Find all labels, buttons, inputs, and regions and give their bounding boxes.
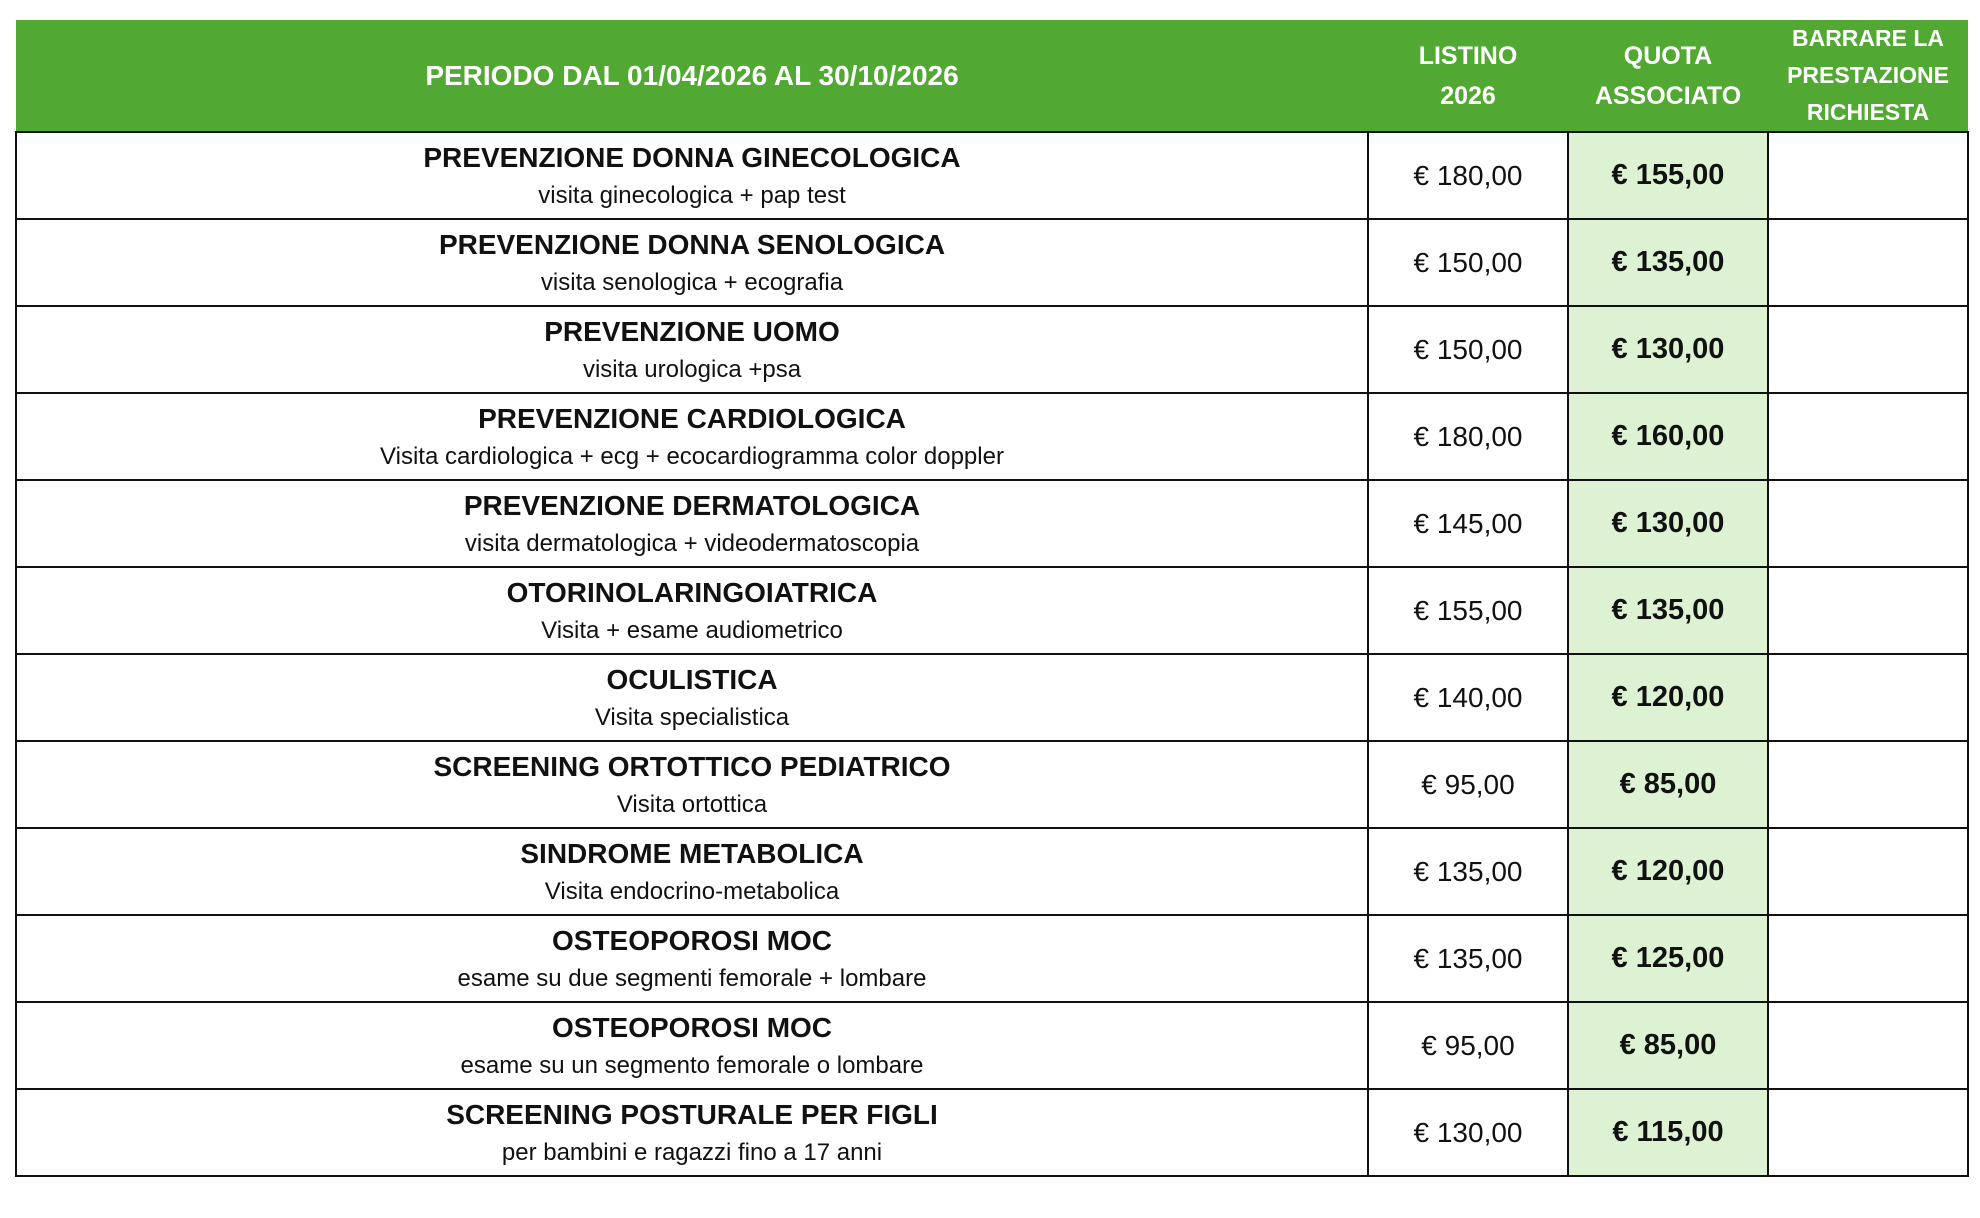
select-service-box[interactable] <box>1768 1089 1968 1176</box>
service-description: Visita + esame audiometrico <box>541 616 843 644</box>
service-cell <box>16 219 1368 306</box>
service-name: OSTEOPOROSI MOC <box>551 1011 833 1043</box>
member-price: € 130,00 <box>1568 480 1768 567</box>
barrare-heading-line: PRESTAZIONE <box>1787 62 1949 88</box>
listino-price: € 130,00 <box>1368 1089 1568 1176</box>
service-cell <box>16 1089 1368 1176</box>
barrare-heading <box>1768 20 1968 132</box>
table-row <box>16 393 1968 480</box>
table-row <box>16 1002 1968 1089</box>
service-name: PREVENZIONE CARDIOLOGICA <box>478 402 906 434</box>
listino-heading-line: LISTINO <box>1418 41 1518 70</box>
service-cell <box>16 480 1368 567</box>
service-name: SINDROME METABOLICA <box>520 837 864 869</box>
listino-price: € 155,00 <box>1368 567 1568 654</box>
service-description: Visita specialistica <box>594 703 790 731</box>
service-cell <box>16 132 1368 219</box>
member-price: € 130,00 <box>1568 306 1768 393</box>
select-service-box[interactable] <box>1768 306 1968 393</box>
member-price: € 135,00 <box>1568 219 1768 306</box>
member-price: € 120,00 <box>1568 654 1768 741</box>
table-row <box>16 1089 1968 1176</box>
listino-price: € 150,00 <box>1368 219 1568 306</box>
price-table <box>15 20 1969 1177</box>
header-row <box>16 20 1968 132</box>
listino-price: € 180,00 <box>1368 393 1568 480</box>
member-price: € 85,00 <box>1568 741 1768 828</box>
service-description: esame su un segmento femorale o lombare <box>460 1051 924 1079</box>
service-description: per bambini e ragazzi fino a 17 anni <box>501 1138 883 1166</box>
service-name: OCULISTICA <box>606 663 778 695</box>
member-price: € 125,00 <box>1568 915 1768 1002</box>
service-description: visita urologica +psa <box>582 355 802 383</box>
listino-price: € 95,00 <box>1368 741 1568 828</box>
listino-price: € 180,00 <box>1368 132 1568 219</box>
service-name: SCREENING POSTURALE PER FIGLI <box>446 1098 938 1130</box>
service-cell <box>16 1002 1368 1089</box>
select-service-box[interactable] <box>1768 828 1968 915</box>
member-price: € 120,00 <box>1568 828 1768 915</box>
table-row <box>16 567 1968 654</box>
table-row <box>16 741 1968 828</box>
member-price: € 160,00 <box>1568 393 1768 480</box>
listino-price: € 135,00 <box>1368 915 1568 1002</box>
member-price: € 155,00 <box>1568 132 1768 219</box>
service-description: Visita ortottica <box>616 790 768 818</box>
table-body <box>16 132 1968 1176</box>
table-header <box>16 20 1968 132</box>
service-cell <box>16 915 1368 1002</box>
member-price: € 115,00 <box>1568 1089 1768 1176</box>
quota-heading <box>1568 20 1768 132</box>
barrare-heading-line: BARRARE LA <box>1791 25 1945 51</box>
select-service-box[interactable] <box>1768 219 1968 306</box>
period-heading: PERIODO DAL 01/04/2026 AL 30/10/2026 <box>16 20 1368 132</box>
table-row <box>16 306 1968 393</box>
listino-price: € 145,00 <box>1368 480 1568 567</box>
select-service-box[interactable] <box>1768 915 1968 1002</box>
service-description: Visita cardiologica + ecg + ecocardiogramma color doppler <box>380 442 1004 470</box>
service-description: visita dermatologica + videodermatoscopia <box>464 529 920 557</box>
table-row <box>16 219 1968 306</box>
service-name: PREVENZIONE DONNA GINECOLOGICA <box>423 141 961 173</box>
service-name: PREVENZIONE UOMO <box>544 315 840 347</box>
service-description: visita senologica + ecografia <box>540 268 844 296</box>
service-description: visita ginecologica + pap test <box>538 181 846 209</box>
select-service-box[interactable] <box>1768 132 1968 219</box>
listino-price: € 140,00 <box>1368 654 1568 741</box>
table-row <box>16 654 1968 741</box>
table-row <box>16 132 1968 219</box>
member-price: € 135,00 <box>1568 567 1768 654</box>
listino-heading <box>1368 20 1568 132</box>
price-list <box>15 20 1967 1177</box>
member-price: € 85,00 <box>1568 1002 1768 1089</box>
service-description: esame su due segmenti femorale + lombare <box>457 964 927 992</box>
service-cell <box>16 306 1368 393</box>
service-cell <box>16 741 1368 828</box>
service-name: SCREENING ORTOTTICO PEDIATRICO <box>433 750 951 782</box>
service-cell <box>16 393 1368 480</box>
service-name: PREVENZIONE DERMATOLOGICA <box>463 489 921 521</box>
select-service-box[interactable] <box>1768 393 1968 480</box>
service-name: OTORINOLARINGOIATRICA <box>506 576 878 608</box>
listino-price: € 95,00 <box>1368 1002 1568 1089</box>
service-description: Visita endocrino-metabolica <box>544 877 840 905</box>
select-service-box[interactable] <box>1768 1002 1968 1089</box>
quota-heading-line: QUOTA <box>1623 41 1713 70</box>
service-cell <box>16 828 1368 915</box>
select-service-box[interactable] <box>1768 654 1968 741</box>
select-service-box[interactable] <box>1768 567 1968 654</box>
select-service-box[interactable] <box>1768 741 1968 828</box>
table-row <box>16 828 1968 915</box>
service-cell <box>16 567 1368 654</box>
listino-price: € 135,00 <box>1368 828 1568 915</box>
barrare-heading-line: RICHIESTA <box>1806 99 1930 125</box>
table-row <box>16 480 1968 567</box>
select-service-box[interactable] <box>1768 480 1968 567</box>
quota-heading-line: ASSOCIATO <box>1594 81 1742 110</box>
service-name: PREVENZIONE DONNA SENOLOGICA <box>438 228 946 260</box>
service-cell <box>16 654 1368 741</box>
listino-heading-line: 2026 <box>1440 81 1496 110</box>
table-row <box>16 915 1968 1002</box>
listino-price: € 150,00 <box>1368 306 1568 393</box>
service-name: OSTEOPOROSI MOC <box>551 924 833 956</box>
